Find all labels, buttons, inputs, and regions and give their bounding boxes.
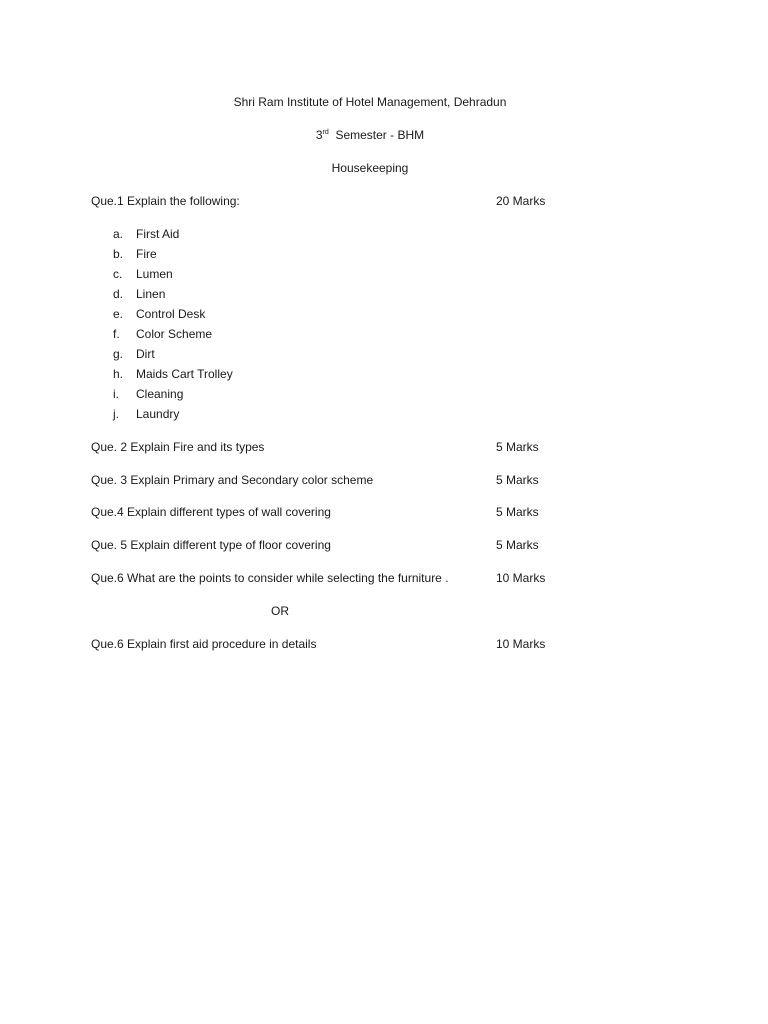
question-5-marks: 5 Marks (496, 538, 539, 552)
question-5-text: Que. 5 Explain different type of floor covering (91, 538, 331, 552)
list-item: First Aid (136, 227, 180, 241)
question-2-text: Que. 2 Explain Fire and its types (91, 440, 265, 454)
question-4-marks: 5 Marks (496, 505, 539, 519)
list-item-letter: g. (113, 347, 124, 361)
question-6-text: Que.6 What are the points to consider while selecting the furniture . (91, 571, 449, 585)
semester-line (0, 127, 740, 143)
list-item-letter: a. (113, 227, 124, 241)
semester-number: 3 (315, 128, 323, 142)
list-item: Cleaning (136, 387, 184, 401)
list-item-letter: f. (113, 327, 120, 341)
list-item: Lumen (136, 267, 173, 281)
question-2-marks: 5 Marks (496, 440, 539, 454)
question-3-text: Que. 3 Explain Primary and Secondary color scheme (91, 473, 374, 487)
semester-text: Semester - BHM (335, 128, 425, 142)
or-separator: OR (271, 604, 289, 618)
list-item-letter: d. (113, 287, 124, 301)
institute-title: Shri Ram Institute of Hotel Management, Dehradun (233, 95, 507, 109)
list-item-letter: b. (113, 247, 124, 261)
question-3-marks: 5 Marks (496, 473, 539, 487)
list-item: Linen (136, 287, 166, 301)
subject-title: Housekeeping (331, 161, 409, 175)
question-6-alt-text: Que.6 Explain first aid procedure in details (91, 637, 317, 651)
question-6-alt-marks: 10 Marks (496, 637, 546, 651)
list-item: Color Scheme (136, 327, 213, 341)
list-item: Dirt (136, 347, 155, 361)
list-item: Maids Cart Trolley (136, 367, 233, 381)
list-item: Fire (136, 247, 157, 261)
list-item-letter: i. (113, 387, 119, 401)
question-1-marks: 20 Marks (496, 194, 546, 208)
list-item-letter: e. (113, 307, 124, 321)
list-item-letter: j. (113, 407, 119, 421)
question-1-text: Que.1 Explain the following: (91, 194, 240, 208)
question-4-text: Que.4 Explain different types of wall covering (91, 505, 331, 519)
list-item-letter: c. (113, 267, 123, 281)
list-item-letter: h. (113, 367, 124, 381)
list-item: Laundry (136, 407, 180, 421)
semester-suffix: rd (322, 129, 329, 136)
question-6-marks: 10 Marks (496, 571, 546, 585)
list-item: Control Desk (136, 307, 206, 321)
